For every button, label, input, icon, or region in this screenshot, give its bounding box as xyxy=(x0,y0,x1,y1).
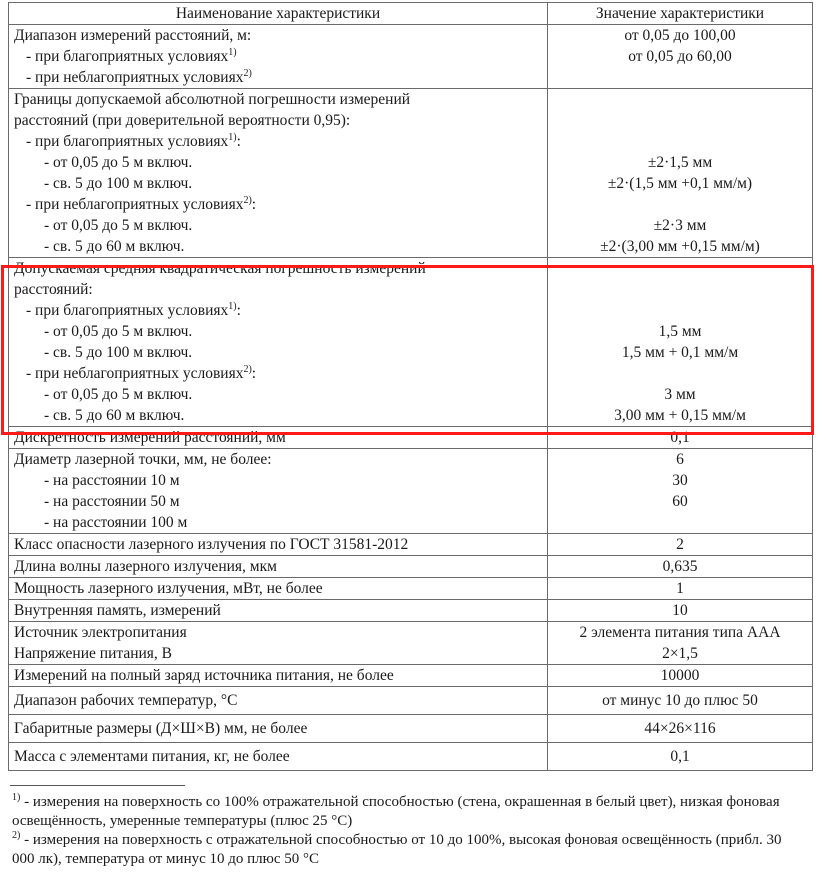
table-row-power-supply xyxy=(9,622,813,665)
table-row-rms-error: Допускаемая средняя квадратическая погрешность измерений расстояний: - при благоприятных условиях$^{1)}$: - от 0,05 до 5 м включ. - св. 5 до 100 м включ. - при неблагоприятных условиях$^{2)}$: - от 0,05 до 5 м включ. - св. 5 до 60 м включ. 1,5 мм 1,5 мм + 0,1 мм/м 3 мм 3,00 мм + 0,15 мм/м xyxy=(9,258,813,427)
dimensions-label: Габаритные размеры (Д×Ш×В) мм, не более xyxy=(9,715,548,743)
abs-unfav-value-2: ±2·(3,00 мм +0,15 мм/м) xyxy=(600,238,760,255)
rms-fav-sup: 1) xyxy=(228,301,237,312)
memory-value: 10 xyxy=(548,600,813,622)
abs-title-2: расстояний (при доверительной вероятности 0,95): xyxy=(14,112,351,129)
abs-fav-row-1: - от 0,05 до 5 м включ. xyxy=(44,154,193,171)
range-unfav-sup: 2) xyxy=(243,68,252,79)
characteristics-table xyxy=(8,2,813,771)
measurements-value: 10000 xyxy=(548,665,813,687)
table-header-row xyxy=(9,3,813,25)
rms-title-1: Допускаемая средняя квадратическая погрешность измерений xyxy=(14,260,426,277)
spot-value-2: 30 xyxy=(672,472,688,489)
table-row-wavelength xyxy=(9,556,813,578)
spot-row-3: - на расстоянии 100 м xyxy=(44,514,188,531)
rms-unfav-value-2: 3,00 мм + 0,15 мм/м xyxy=(614,407,746,424)
abs-fav-value-1: ±2·1,5 мм xyxy=(647,154,713,171)
voltage-value: 2×1,5 xyxy=(662,645,698,662)
footnote-1-mark: 1) xyxy=(12,792,21,803)
abs-fav-label: - при благоприятных условиях xyxy=(26,133,229,150)
spot-title: Диаметр лазерной точки, мм, не более: xyxy=(14,451,272,468)
abs-unfav-row-1: - от 0,05 до 5 м включ. xyxy=(44,217,193,234)
abs-unfav-label: - при неблагоприятных условиях xyxy=(26,196,244,213)
laser-class-label: Класс опасности лазерного излучения по ГОСТ 31581-2012 xyxy=(9,534,548,556)
mass-value: 0,1 xyxy=(548,743,813,771)
power-label: Мощность лазерного излучения, мВт, не более xyxy=(9,578,548,600)
abs-unfav-sup: 2) xyxy=(243,195,252,206)
footnote-1-text: - измерения на поверхность со 100% отражательной способностью (стена, окрашенная в белый цвет), низкая фоновая освещённость, умеренные температуры (плюс 25 °С) xyxy=(12,794,780,829)
footnote-rule xyxy=(10,785,185,786)
spot-value-1: 6 xyxy=(676,451,684,468)
table-row-spot xyxy=(9,449,813,534)
range-fav-value: от 0,05 до 100,00 xyxy=(624,27,736,44)
range-title: Диапазон измерений расстояний, м: xyxy=(14,27,252,44)
table-row-resolution xyxy=(9,427,813,449)
rms-unfav-label: - при неблагоприятных условиях xyxy=(26,365,244,382)
abs-fav-value-2: ±2·(1,5 мм +0,1 мм/м) xyxy=(607,175,753,192)
spot-row-2: - на расстоянии 50 м xyxy=(44,493,180,510)
resolution-label: Дискретность измерений расстояний, мм xyxy=(9,427,548,449)
table-row-power xyxy=(9,578,813,600)
rms-fav-label: - при благоприятных условиях xyxy=(26,302,229,319)
power-supply-label: Источник электропитания xyxy=(14,624,187,641)
range-unfav-label: - при неблагоприятных условиях xyxy=(26,69,244,86)
wavelength-value: 0,635 xyxy=(548,556,813,578)
voltage-label: Напряжение питания, В xyxy=(14,645,173,662)
wavelength-label: Длина волны лазерного излучения, мкм xyxy=(9,556,548,578)
table-row-mass xyxy=(9,743,813,771)
table-row-memory xyxy=(9,600,813,622)
power-value: 1 xyxy=(548,578,813,600)
table-row-range xyxy=(9,25,813,89)
range-fav-sup: 1) xyxy=(228,47,237,58)
rms-unfav-value-1: 3 мм xyxy=(664,386,696,403)
measurements-label: Измерений на полный заряд источника питания, не более xyxy=(9,665,548,687)
laser-class-value: 2 xyxy=(548,534,813,556)
abs-title-1: Границы допускаемой абсолютной погрешности измерений xyxy=(14,91,411,108)
table-row-laser-class xyxy=(9,534,813,556)
footnote-2-text: - измерения на поверхность с отражательной способностью от 10 до 100%, высокая фоновая освещённость (прибл. 30 000 лк), температура от минус 10 до плюс 50 °С xyxy=(12,832,782,867)
resolution-value: 0,1 xyxy=(548,427,813,449)
memory-label: Внутренняя память, измерений xyxy=(9,600,548,622)
rms-fav-value-1: 1,5 мм xyxy=(658,323,702,340)
rms-unfav-row-2: - св. 5 до 60 м включ. xyxy=(44,407,185,424)
rms-unfav-row-1: - от 0,05 до 5 м включ. xyxy=(44,386,193,403)
rms-fav-row-2: - св. 5 до 100 м включ. xyxy=(44,344,193,361)
table-row-measurements xyxy=(9,665,813,687)
temperature-label: Диапазон рабочих температур, °С xyxy=(9,687,548,715)
mass-label: Масса с элементами питания, кг, не более xyxy=(9,743,548,771)
spec-sheet xyxy=(8,2,813,771)
rms-fav-row-1: - от 0,05 до 5 м включ. xyxy=(44,323,193,340)
table-row-dimensions xyxy=(9,715,813,743)
header-name: Наименование характеристики xyxy=(9,3,548,25)
table-row-abs-error: Границы допускаемой абсолютной погрешности измерений расстояний (при доверительной вероятности 0,95): - при благоприятных условиях$^{1)}$: - от 0,05 до 5 м включ. - св. 5 до 100 м включ. - при неблагоприятных условиях$^{2)}$: - от 0,05 до 5 м включ. - св. 5 до 60 м включ. ±2·1,5 мм ±2·(1,5 мм +0,1 мм/м) ±2·3 мм ±2·(3,00 мм +0,15 мм/м) xyxy=(9,89,813,258)
spot-value-3: 60 xyxy=(672,493,688,510)
footnote-2-mark: 2) xyxy=(12,830,21,841)
abs-unfav-value-1: ±2·3 мм xyxy=(653,217,707,234)
range-unfav-value: от 0,05 до 60,00 xyxy=(628,48,732,65)
footnotes xyxy=(12,793,807,869)
dimensions-value: 44×26×116 xyxy=(548,715,813,743)
header-value: Значение характеристики xyxy=(548,3,813,25)
footnote-1 xyxy=(12,793,807,831)
power-supply-value: 2 элемента питания типа ААА xyxy=(579,624,781,641)
rms-title-2: расстояний: xyxy=(14,281,93,298)
rms-unfav-sup: 2) xyxy=(243,364,252,375)
footnote-2 xyxy=(12,831,807,869)
table-row-temperature xyxy=(9,687,813,715)
rms-fav-value-2: 1,5 мм + 0,1 мм/м xyxy=(621,344,739,361)
abs-fav-row-2: - св. 5 до 100 м включ. xyxy=(44,175,193,192)
abs-unfav-row-2: - св. 5 до 60 м включ. xyxy=(44,238,185,255)
range-fav-label: - при благоприятных условиях xyxy=(26,48,229,65)
spot-row-1: - на расстоянии 10 м xyxy=(44,472,180,489)
temperature-value: от минус 10 до плюс 50 xyxy=(548,687,813,715)
abs-fav-sup: 1) xyxy=(228,132,237,143)
